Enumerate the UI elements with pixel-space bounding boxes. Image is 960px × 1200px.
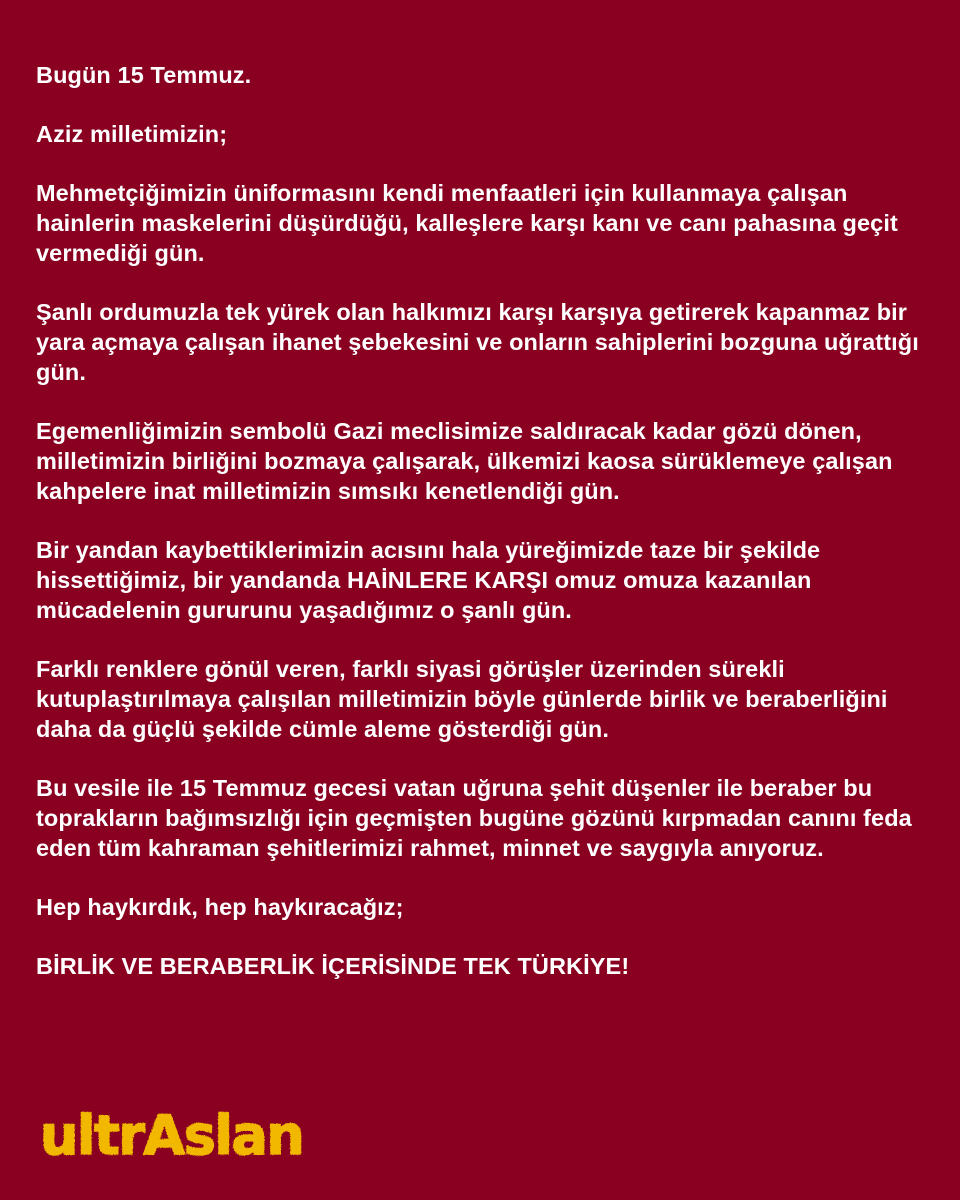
statement-paragraph: Egemenliğimizin sembolü Gazi meclisimize saldıracak kadar gözü dönen, milletimizin birliğini bozmaya çalışarak, ülkemizi kaosa sürüklemeye çalışan kahpelere inat milletimizin sımsıkı kenetlendiği gün. (36, 418, 893, 504)
statement-paragraph-date: Bugün 15 Temmuz. (36, 62, 252, 88)
statement-paragraph: Farklı renklere gönül veren, farklı siyasi görüşler üzerinden sürekli kutuplaştırılmaya çalışılan milletimizin böyle günlerde birlik ve beraberliğini daha da güçlü şekilde cümle aleme gösterdiği gün. (36, 656, 888, 742)
statement-paragraph: Bir yandan kaybettiklerimizin acısını hala yüreğimizde taze bir şekilde hissettiğimiz, bir yandanda HAİNLERE KARŞI omuz omuza kazanılan mücadelenin gururunu yaşadığımız o şanlı gün. (36, 537, 821, 623)
statement-paragraph: Mehmetçiğimizin üniformasını kendi menfaatleri için kullanmaya çalışan hainlerin maskelerini düşürdüğü, kalleşlere karşı kanı ve canı pahasına geçit vermediği gün. (36, 180, 898, 266)
statement-paragraph-motto: BİRLİK VE BERABERLİK İÇERİSİNDE TEK TÜRKİYE! (36, 953, 630, 979)
statement-paragraph: Şanlı ordumuzla tek yürek olan halkımızı karşı karşıya getirerek kapanmaz bir yara açmaya çalışan ihanet şebekesini ve onların sahiplerini bozguna uğrattığı gün. (36, 299, 919, 385)
statement-paragraph: Bu vesile ile 15 Temmuz gecesi vatan uğruna şehit düşenler ile beraber bu toprakların bağımsızlığı için geçmişten bugüne gözünü kırpmadan canını feda eden tüm kahraman şehitlerimizi rahmet, minnet ve saygıyla anıyoruz. (36, 775, 912, 861)
logo-wordmark: ultrAslan (40, 1104, 304, 1164)
statement-paragraph-salutation: Aziz milletimizin; (36, 121, 228, 147)
ultraslan-logo (38, 1104, 358, 1164)
statement-paragraph-rally: Hep haykırdık, hep haykıracağız; (36, 894, 404, 920)
statement-text (36, 60, 936, 1010)
